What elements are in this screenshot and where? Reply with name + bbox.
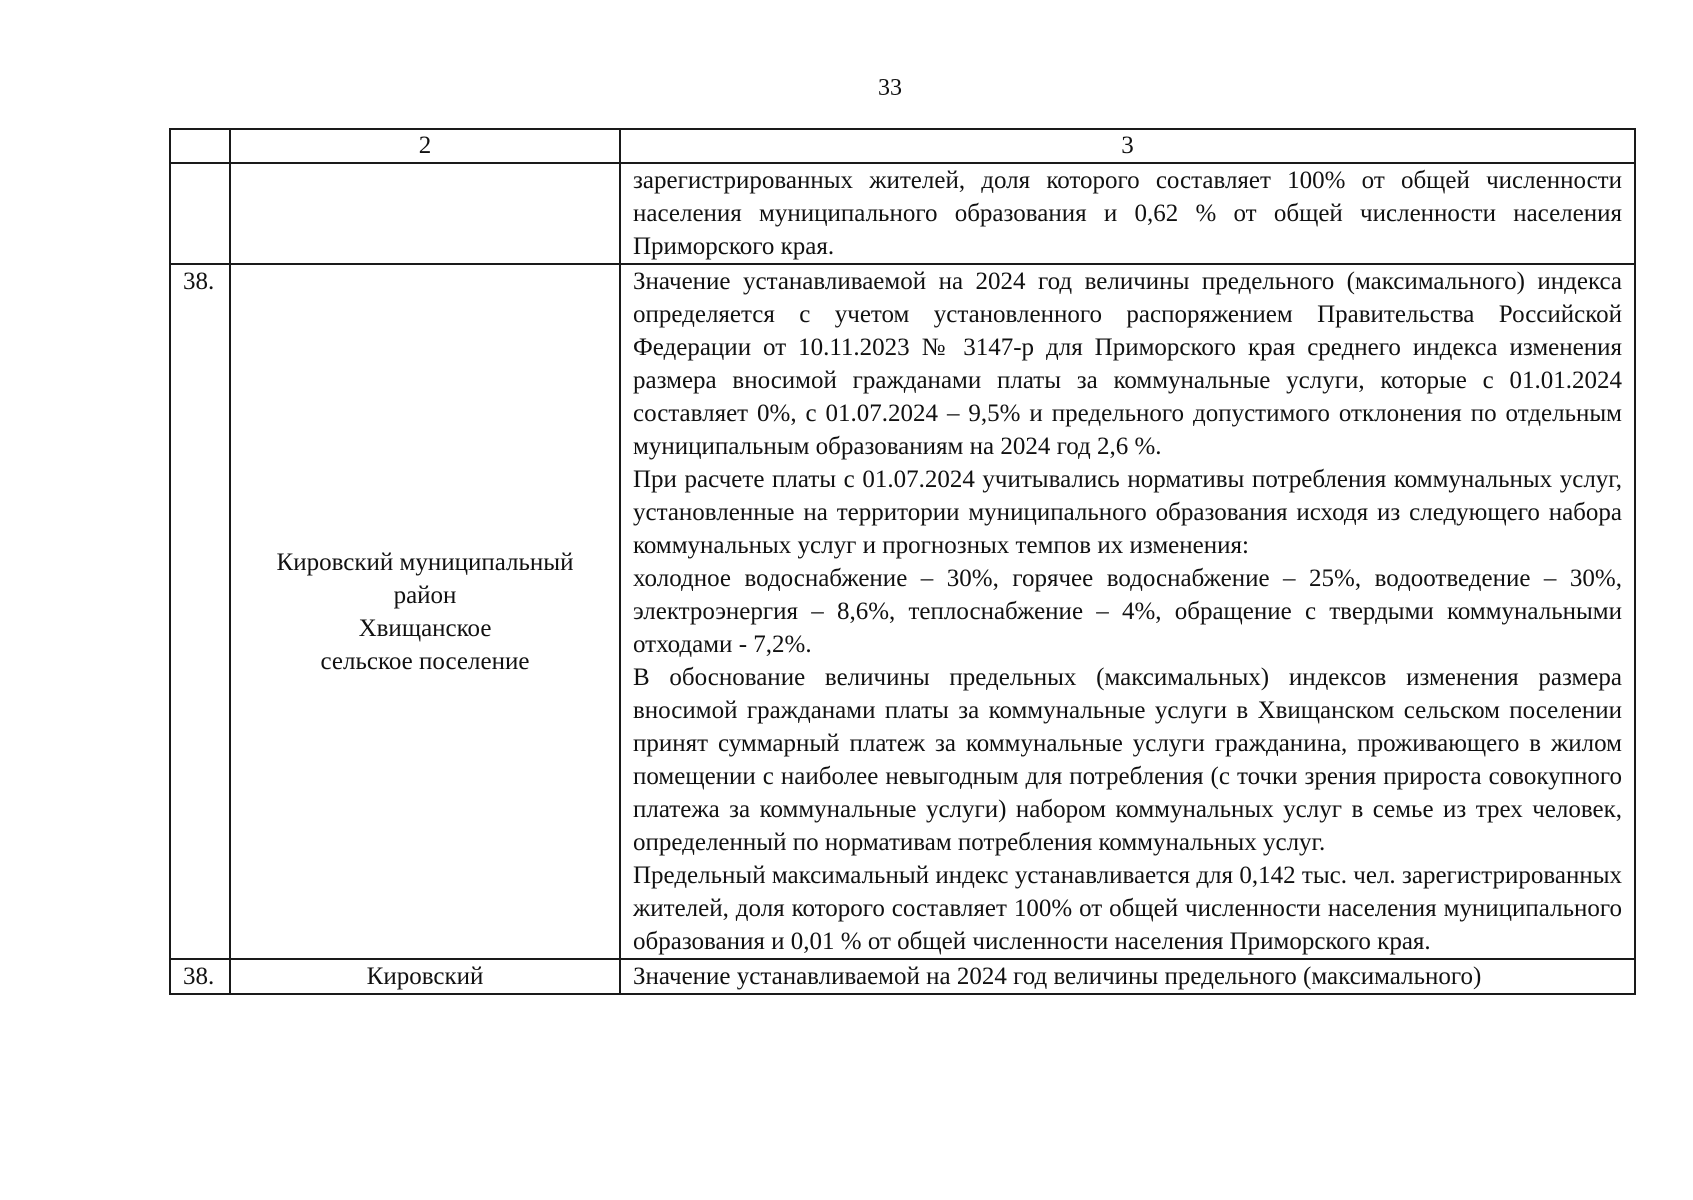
row-description	[620, 264, 1635, 959]
description-paragraph: Значение устанавливаемой на 2024 год величины предельного (максимального) индекса определяется с учетом установленного распоряжением Правительства Российской Федерации от 10.11.2023 № 3147-р для Приморского края среднего индекса изменения размера вносимой гражданами платы за коммунальные услуги, которые с 01.01.2024 составляет 0%, с 01.07.2024 – 9,5% и предельного допустимого отклонения по отдельным муниципальным образованиям на 2024 год 2,6 %.	[633, 268, 1622, 460]
description-paragraph: зарегистрированных жителей, доля которого составляет 100% от общей численности населения муниципального образования и 0,62 % от общей численности населения Приморского края.	[633, 167, 1622, 260]
row-description	[620, 959, 1635, 994]
description-paragraph: Предельный максимальный индекс устанавливается для 0,142 тыс. чел. зарегистрированных жителей, доля которого составляет 100% от общей численности населения муниципального образования и 0,01 % от общей численности населения Приморского края.	[633, 862, 1622, 955]
table-row	[170, 264, 1635, 959]
row-number	[170, 163, 230, 264]
description-paragraph: При расчете платы с 01.07.2024 учитывались нормативы потребления коммунальных услуг, установленные на территории муниципального образования исходя из следующего набора коммунальных услуг и прогнозных темпов их изменения:	[633, 466, 1622, 559]
municipality-name	[230, 264, 620, 959]
municipality-name	[230, 163, 620, 264]
row-description	[620, 163, 1635, 264]
row-number: 38.	[170, 959, 230, 994]
table-row	[170, 163, 1635, 264]
header-col-2: 2	[230, 129, 620, 163]
index-table	[169, 128, 1636, 995]
municipality-name-line: Кировский	[366, 963, 484, 990]
description-paragraph: В обоснование величины предельных (максимальных) индексов изменения размера вносимой гражданами платы за коммунальные услуги в Хвищанском сельском поселении принят суммарный платеж за коммунальные услуги гражданина, проживающего в жилом помещении с наиболее невыгодным для потребления (с точки зрения прироста совокупного платежа за коммунальные услуги) набором коммунальных услуг в семье из трех человек, определенный по нормативам потребления коммунальных услуг.	[633, 664, 1622, 856]
table-header-row	[170, 129, 1635, 163]
header-col-1	[170, 129, 230, 163]
header-col-3: 3	[620, 129, 1635, 163]
municipality-name-line: сельское поселение	[320, 647, 530, 675]
table-row	[170, 959, 1635, 994]
municipality-name-line: район	[393, 581, 457, 609]
municipality-name-line: Хвищанское	[358, 614, 492, 642]
description-paragraph: Значение устанавливаемой на 2024 год величины предельного (максимального)	[633, 963, 1482, 990]
municipality-name-line: Кировский муниципальный	[276, 548, 574, 576]
description-paragraph: холодное водоснабжение – 30%, горячее водоснабжение – 25%, водоотведение – 30%, электроэнергия – 8,6%, теплоснабжение – 4%, обращение с твердыми коммунальными отходами - 7,2%.	[633, 565, 1622, 658]
municipality-name	[230, 959, 620, 994]
row-number: 38.	[170, 264, 230, 959]
page-number: 33	[878, 75, 902, 101]
